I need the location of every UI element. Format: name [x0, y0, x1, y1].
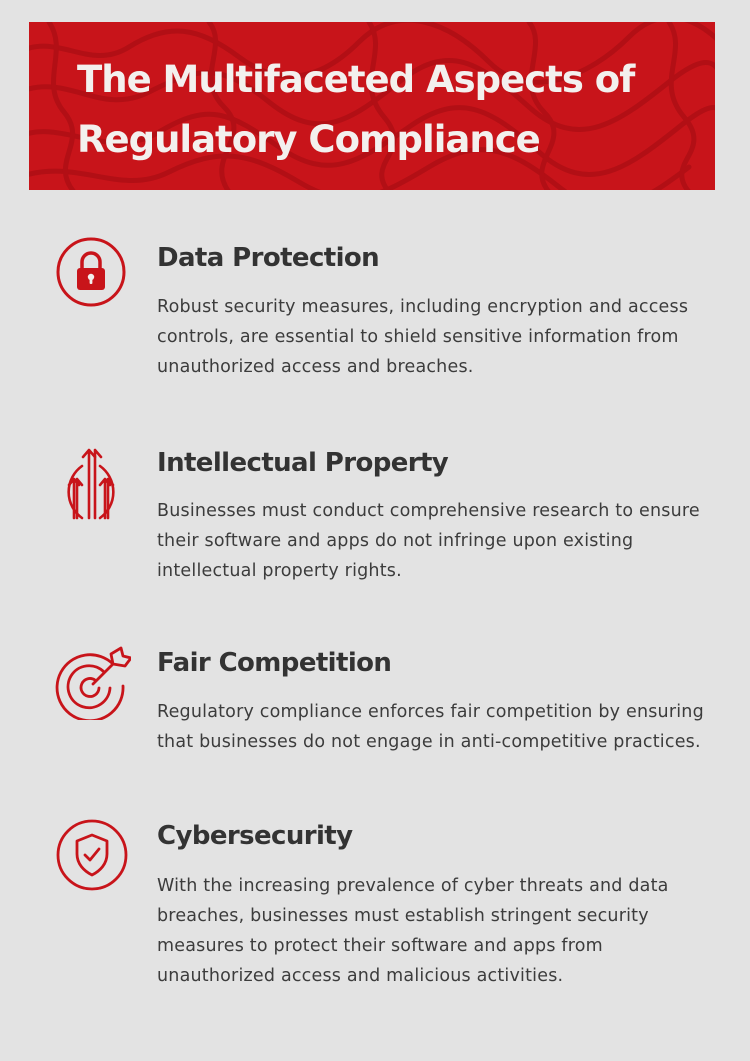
target-arrow-icon [55, 644, 127, 716]
page-title: The Multifaceted Aspects of Regulatory Compliance [77, 58, 635, 161]
up-arrows-icon [55, 444, 127, 516]
section-title: Data Protection [157, 243, 380, 273]
title-banner [29, 22, 715, 190]
section-body: With the increasing prevalence of cyber threats and data breaches, businesses must establish stringent security measures to protect their software and apps from unauthorized access and malicious activities. [157, 876, 669, 986]
section-body: Robust security measures, including encryption and access controls, are essential to shield sensitive information from unauthorized access and breaches. [157, 297, 689, 377]
section-title: Fair Competition [157, 648, 392, 678]
section-title: Cybersecurity [157, 821, 353, 851]
padlock-icon [55, 236, 127, 308]
shield-check-icon [55, 818, 127, 890]
section-body: Regulatory compliance enforces fair competition by ensuring that businesses do not engage in anti-competitive practices. [157, 702, 704, 752]
section-title: Intellectual Property [157, 448, 449, 478]
section-body: Businesses must conduct comprehensive research to ensure their software and apps do not infringe upon existing intellectual property rights. [157, 501, 700, 581]
